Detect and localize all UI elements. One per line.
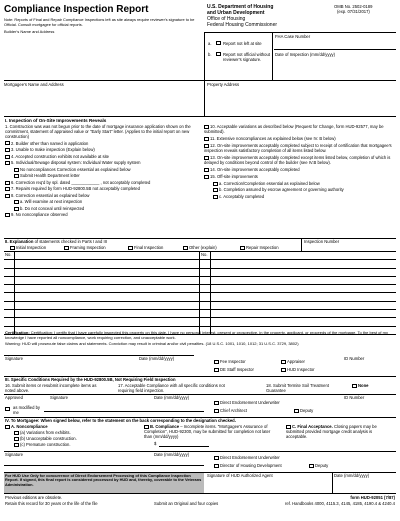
item-8[interactable]: 8. Correction essential as explained below <box>5 193 201 198</box>
type-other[interactable]: Other (explain) <box>183 245 217 250</box>
cert-date-label: Date (mm/dd/yyyy) <box>139 356 175 361</box>
option-c[interactable]: C. Final Acceptance. Closing papers may be submitted provided mortgage credit analysis is acceptable. <box>286 424 377 440</box>
item-16[interactable]: 16. Submit items or resubmit incomplete items as noted above. <box>5 383 97 394</box>
item-7[interactable]: 7. Repairs required by form HUD-92800.5B not acceptably completed <box>5 186 201 191</box>
item-11[interactable]: 11. Extensive noncompliances as explained below (see IV. B below) <box>204 136 395 141</box>
item-13[interactable]: 13. On-site improvements acceptably completed except items listed below, completion of which is delayed by conditions beyond control of the builder (see IV.B below). <box>204 155 391 166</box>
s3-de-underwriter[interactable]: Direct Endorsement Underwriter <box>214 400 280 405</box>
form-number: form HUD-92051 (7/87) <box>350 495 395 500</box>
agency-line-3: Office of Housing <box>207 16 246 22</box>
section-3-title: III. Specific Conditions Required by the HUD-92800.5B, Not Requiring Field Inspection <box>5 377 176 382</box>
type-initial[interactable]: Initial Inspection <box>10 245 46 250</box>
s4-de-underwriter[interactable]: Direct Endorsement Underwriter <box>214 455 280 460</box>
option-a1[interactable]: (a) Variations from exhibits. <box>14 430 71 435</box>
handbook-ref: ref. Handbooks 4000, 4115.3, 4145, 4185, 4190.4 & 4240.4 <box>284 501 395 506</box>
cert-id-label: ID Number <box>344 356 365 361</box>
type-framing[interactable]: Framing Inspection <box>64 245 106 250</box>
item-6[interactable]: 6. Correction req'd by spl. dated ____________ , not acceptably completed <box>5 180 201 185</box>
item-5-health[interactable]: Submit Health Department letter <box>5 173 201 178</box>
fee-inspector[interactable]: Fee Inspector <box>214 359 246 364</box>
s3-date-label: Date (mm/dd/yyyy) <box>154 395 190 400</box>
retain-note: Retain this record for 30 years or the life of the file <box>5 501 98 506</box>
mortgagee-label: Mortgagee's Name and Address <box>4 82 64 87</box>
item-15b[interactable]: b. Completion assured by escrow agreement or governing authority <box>204 187 395 192</box>
s3-deputy[interactable]: Deputy <box>294 408 313 413</box>
fha-case-input[interactable] <box>274 49 396 50</box>
hud-agent-signature-label: Signature of HUD Authorized Agent <box>207 473 273 478</box>
item-15a[interactable]: a. Correction/Completion essential as explained below <box>204 181 395 186</box>
item-2[interactable]: 2. Builder other than named in application <box>5 141 201 146</box>
as-modified-label: as modified by me <box>13 405 40 416</box>
s4-date-label: Date (mm/dd/yyyy) <box>154 452 190 457</box>
item-10[interactable]: 10. Acceptable variations as described below (Request for Change, form HUD-92577, may be submitted). <box>204 124 384 135</box>
opt-a-checkbox[interactable] <box>216 40 222 45</box>
dollar-sign: $ <box>154 441 157 446</box>
explanation-grid[interactable] <box>4 251 396 335</box>
hud-inspector[interactable]: HUD Inspector <box>281 367 314 372</box>
agency-line-4: Federal Housing Commissioner <box>207 22 278 28</box>
fha-case-label: FHA Case Number <box>275 34 311 39</box>
col-no-header-2: No. <box>201 252 208 257</box>
item-5[interactable]: 5. Individual/Sewage disposal system: Individual Water supply system <box>5 160 201 165</box>
s3-signature-label: Signature <box>50 395 68 400</box>
warning-text: Warning: HUD will prosecute false claims and statements. Conviction may result in criminal and/or civil penalties. (18 U.S.C. 1001, 1010, 1012; 31 U.S.C. 3729, 3802) <box>5 341 299 346</box>
opt-b-text: Report not official without reviewer's signature. <box>223 52 270 63</box>
hud-use-notice: For HUD Use Only for concurrence of Direct Endorsement Processing of this Compliance Inspection Report. If signed, this final report is considered processed by HUD and, thereby, coverable to the Veterans Administration. <box>4 473 204 493</box>
omb-number: OMB No. 2502-0189 <box>334 4 373 9</box>
approved-label: Approved <box>5 395 23 400</box>
opt-b-label: b. <box>208 52 212 57</box>
item-17[interactable]: 17. Acceptable Compliance with all specific conditions not requiring field inspection. <box>118 383 225 394</box>
s4-signature-line[interactable] <box>4 465 204 466</box>
option-b[interactable]: B. Compliance – Incomplete items. "Mortgagee's Assurance of Completion", HUD-92300, may be submitted for completion not later than (mm/dd/yyyy) <box>144 424 271 440</box>
agency-line-2: and Urban Development <box>207 10 265 16</box>
col-no-header-1: No. <box>5 252 12 257</box>
item-4[interactable]: 4. Accepted construction exhibits not available at site <box>5 154 201 159</box>
item-5-options[interactable]: No nonconpliances Correction essential as explained below <box>5 167 201 172</box>
item-14[interactable]: 14. On-site improvements acceptably completed <box>204 167 395 172</box>
builder-label: Builder's Name and Address <box>4 29 55 34</box>
form-title: Compliance Inspection Report <box>4 4 149 15</box>
obsolete-note: Previous editions are obsolete. <box>5 495 63 500</box>
amount-input[interactable] <box>159 446 209 447</box>
type-final[interactable]: Final Inspection <box>128 245 163 250</box>
item-12[interactable]: 12. On-site improvements acceptably completed subject to receipt of certification that mortgagee's inspection reveals satisfactory completion of all items listed below. <box>204 143 392 154</box>
submit-note: Submit an Original and four copies <box>154 501 219 506</box>
s4-director[interactable]: Director of Housing Development <box>214 463 282 468</box>
s4-deputy[interactable]: Deputy <box>309 463 328 468</box>
section-2-title: II. Explanation of statements checked in Parts I and III <box>5 239 107 244</box>
header-note: Note: Reports of Final and Repair Compliance Inspections left as site always require reviewer's signature to be Official. Consult mortgagee for official reports. <box>4 17 195 27</box>
section-1-title: I. Inspection of On-Site Improvements Reveals <box>5 118 107 123</box>
de-staff-inspector[interactable]: DE Staff Inspector <box>214 367 254 372</box>
property-label: Property Address <box>207 82 240 87</box>
item-1[interactable]: 1. Construction was was not begun prior to the date of mortgage insurance application shown on the commitment, statement of appraised value or "Early Start" letter. (Applies to the initial report on new construction) <box>5 124 191 140</box>
item-9[interactable]: 9. No nonconpliance observed <box>5 212 201 217</box>
agency-line-1: U.S. Department of Housing <box>207 4 274 10</box>
item-18[interactable]: 18. Submit Termite Soil Treatment Guarantee <box>266 383 329 394</box>
certification-text: Certification: Certification: I certify that I have carefully inspected this property on this date. I have no personal interest, present or prospective, in the property, applicant, or proceeds of the mortgage. To the best of my knowledge I have reported all noncompliance, work requiring correction, and unacceptable work. <box>5 330 388 340</box>
compliance-form <box>4 3 396 515</box>
option-a2[interactable]: (b) Unacceptable construction. <box>14 436 77 441</box>
opt-a-text: Report not left at site <box>223 41 262 46</box>
appraiser[interactable]: Appraiser <box>281 359 305 364</box>
section-1-right-list <box>204 124 395 199</box>
s3-signature-line[interactable] <box>44 411 204 412</box>
as-modified-checkbox[interactable] <box>5 406 11 411</box>
none-option[interactable]: None <box>352 383 368 388</box>
type-repair[interactable]: Repair Inspection <box>240 245 279 250</box>
item-8b[interactable]: b. Do not conceal until reinspected <box>5 206 201 211</box>
section-1-left-list <box>5 124 201 217</box>
option-a3[interactable]: (c) Premature construction. <box>14 442 71 447</box>
item-3[interactable]: 3. Unable to make inspection (Explain below) <box>5 147 201 152</box>
option-a[interactable]: A. Noncompliance <box>5 424 48 429</box>
item-15c[interactable]: c. Acceptably completed <box>204 194 395 199</box>
opt-a-label: a. <box>208 41 212 46</box>
item-15[interactable]: 15. Off-site improvements <box>204 174 395 179</box>
inspection-date-label: Date of Inspection (mm/dd/yyyy) <box>275 52 336 57</box>
inspection-number-label: Inspection Number <box>304 239 340 244</box>
hud-date-label: Date (mm/dd/yyyy) <box>334 473 370 478</box>
omb-expiration: (exp. 07/31/2017) <box>337 9 370 14</box>
cert-signature-label: Signature <box>5 356 23 361</box>
item-8a[interactable]: a. Will examine at next inspection <box>5 199 201 204</box>
opt-b-checkbox[interactable] <box>216 51 222 56</box>
s3-chief-architect[interactable]: Chief Architect <box>214 408 247 413</box>
s4-signature-label: Signature <box>5 452 23 457</box>
s3-id-label: ID Number <box>344 395 365 400</box>
section-4-title: IV. To Mortgagee: When signed below, refer to the statement on the back corresponding to the designation checked. <box>5 418 236 423</box>
